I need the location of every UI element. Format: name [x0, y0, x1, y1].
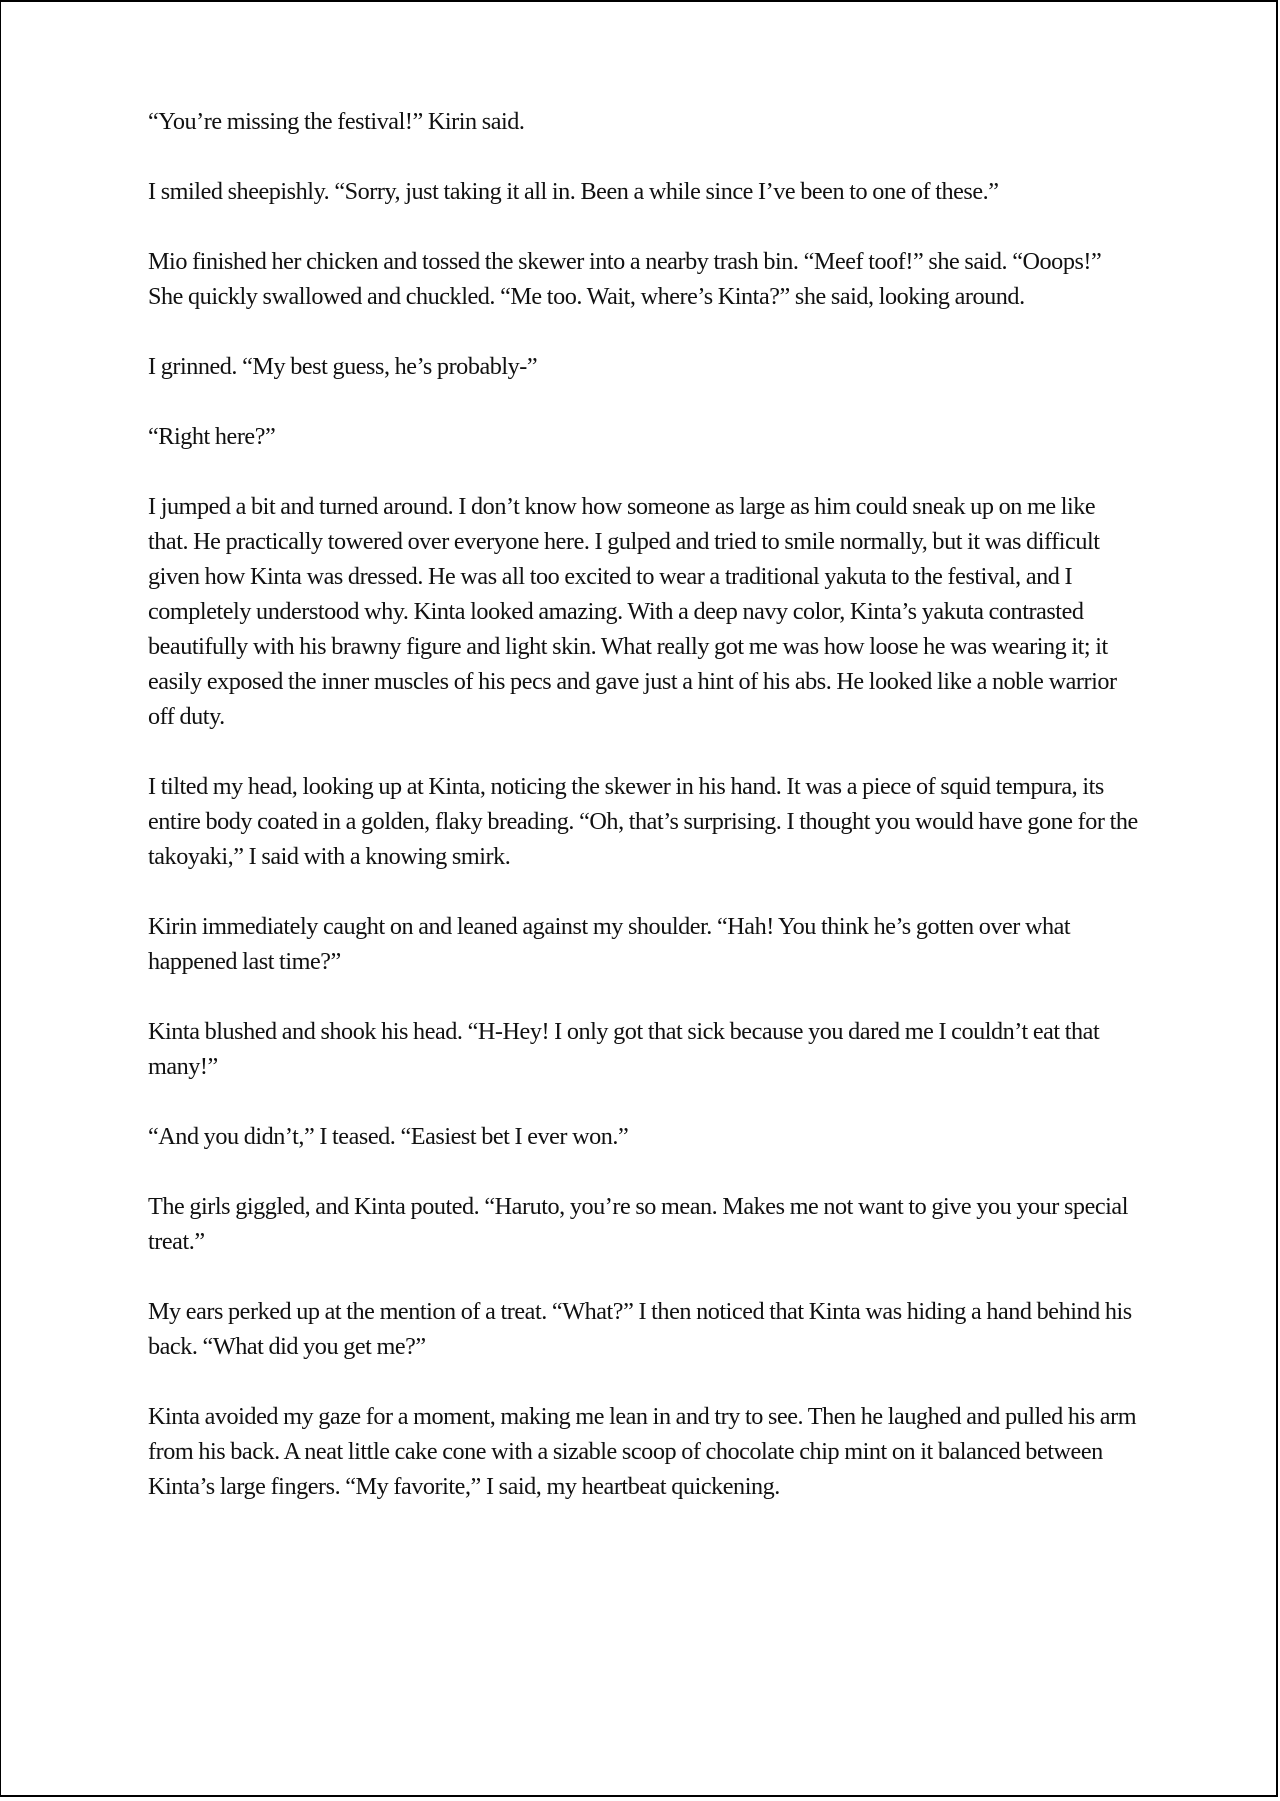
paragraph: Kinta avoided my gaze for a moment, making me lean in and try to see. Then he laughed and pulled his arm from his back. A neat little cake cone with a sizable scoop of chocolate chip mint on it balanced between Kinta’s large fingers. “My favorite,” I said, my heartbeat quickening. [148, 1403, 1137, 1500]
paragraph: Kirin immediately caught on and leaned against my shoulder. “Hah! You think he’s gotten over what happened last time?” [148, 913, 1071, 975]
paragraph: “And you didn’t,” I teased. “Easiest bet I ever won.” [148, 1123, 629, 1150]
paragraph: I tilted my head, looking up at Kinta, noticing the skewer in his hand. It was a piece of squid tempura, its entire body coated in a golden, flaky breading. “Oh, that’s surprising. I thought you would have gone for the takoyaki,” I said with a knowing smirk. [148, 773, 1138, 870]
paragraph: I jumped a bit and turned around. I don’t know how someone as large as him could sneak up on me like that. He practically towered over everyone here. I gulped and tried to smile normally, but it was difficult given how Kinta was dressed. He was all too excited to wear a traditional yakuta to the festival, and I completely understood why. Kinta looked amazing. With a deep navy color, Kinta’s yakuta contrasted beautifully with his brawny figure and light skin. What really got me was how loose he was wearing it; it easily exposed the inner muscles of his pecs and gave just a hint of his abs. He looked like a noble warrior off duty. [148, 493, 1117, 730]
paragraph: The girls giggled, and Kinta pouted. “Haruto, you’re so mean. Makes me not want to give you your special treat.” [148, 1193, 1128, 1255]
paragraph: I smiled sheepishly. “Sorry, just taking it all in. Been a while since I’ve been to one of these.” [148, 178, 999, 205]
document-body [148, 104, 1138, 1539]
paragraph: “You’re missing the festival!” Kirin said. [148, 108, 525, 135]
paragraph: Kinta blushed and shook his head. “H-Hey! I only got that sick because you dared me I couldn’t eat that many!” [148, 1018, 1100, 1080]
paragraph: My ears perked up at the mention of a treat. “What?” I then noticed that Kinta was hiding a hand behind his back. “What did you get me?” [148, 1298, 1132, 1360]
paragraph: Mio finished her chicken and tossed the skewer into a nearby trash bin. “Meef toof!” she said. “Ooops!” She quickly swallowed and chuckled. “Me too. Wait, where’s Kinta?” she said, looking around. [148, 248, 1102, 310]
paragraph: “Right here?” [148, 423, 276, 450]
paragraph: I grinned. “My best guess, he’s probably-” [148, 353, 538, 380]
